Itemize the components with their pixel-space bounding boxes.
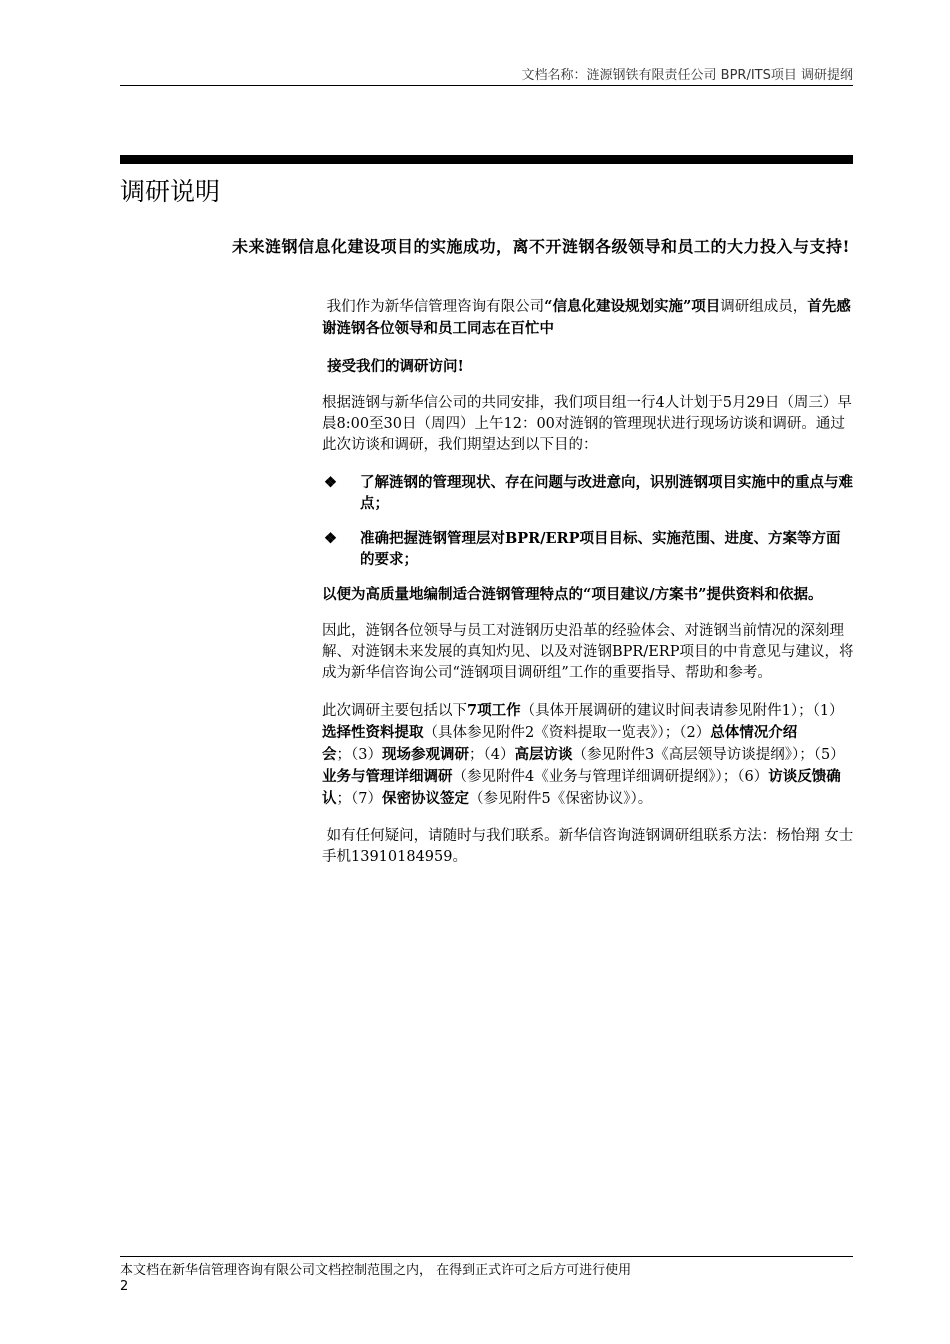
work-item-name: 高层访谈 bbox=[514, 746, 573, 763]
acceptance-text: 接受我们的调研访问! bbox=[327, 358, 464, 375]
document-body bbox=[322, 296, 854, 884]
contact-text: 如有任何疑问，请随时与我们联系。新华信咨询涟钢调研组联系方法：杨怡翔 女士 手机13910184959。 bbox=[322, 828, 854, 865]
work-item-name: 选择性资料提取 bbox=[322, 724, 424, 741]
work-text: ；（7） bbox=[336, 791, 382, 807]
title-bar bbox=[120, 155, 853, 164]
diamond-bullet-icon: ❖ bbox=[324, 474, 337, 491]
footer-notice: 本文档在新华信管理咨询有限公司文档控制范围之内， 在得到正式许可之后方可进行使用 bbox=[120, 1263, 632, 1278]
objective-text: 准确把握涟钢管理层对BPR/ERP项目目标、实施范围、进度、方案等方面的要求； bbox=[360, 530, 841, 568]
acceptance-line bbox=[322, 356, 854, 377]
importance-paragraph: 因此，涟钢各位领导与员工对涟钢历史沿革的经验体会、对涟钢当前情况的深刻理解、对涟钢未来发展的真知灼见、以及对涟钢BPR/ERP项目的中肯意见与建议，将成为新华信咨询公司“涟钢项目调研组”工作的重要指导、帮助和参考。 bbox=[322, 623, 854, 681]
work-text: （具体开展调研的建议时间表请参见附件1）；（1） bbox=[520, 703, 844, 719]
page-number: 2 bbox=[120, 1279, 129, 1294]
intro-text-c: 调研组成员， bbox=[720, 299, 808, 315]
work-item-name: 现场参观调研 bbox=[381, 746, 469, 763]
purpose-paragraph: 以便为高质量地编制适合涟钢管理特点的“项目建议/方案书”提供资料和依据。 bbox=[322, 586, 823, 603]
work-item-name: 业务与管理详细调研 bbox=[322, 768, 453, 785]
document-header: 文档名称：涟源钢铁有限责任公司 BPR/ITS项目 调研提纲 bbox=[521, 68, 853, 83]
project-name: “信息化建设规划实施”项目 bbox=[544, 298, 721, 315]
work-item-name: 访谈反馈确认 bbox=[322, 768, 841, 807]
schedule-paragraph: 根据涟钢与新华信公司的共同安排，我们项目组一行4人计划于5月29日（周三）早晨8:00至30日（周四）上午12：00对涟钢的管理现状进行现场访谈和调研。通过此次访谈和调研，我们期望达到以下目的： bbox=[322, 395, 852, 453]
page-title: 调研说明 bbox=[120, 177, 221, 206]
work-text: 此次调研主要包括以下 bbox=[322, 703, 467, 719]
work-item-name: 保密协议签定 bbox=[381, 790, 469, 807]
work-text: （参见附件4《业务与管理详细调研提纲》）；（6） bbox=[452, 769, 769, 785]
work-item-name: 总体情况介绍会 bbox=[322, 724, 798, 763]
work-text: （参见附件3《高层领导访谈提纲》）；（5） bbox=[572, 747, 845, 763]
header-divider bbox=[120, 85, 853, 86]
work-count: 7项工作 bbox=[467, 702, 521, 719]
diamond-bullet-icon: ❖ bbox=[324, 530, 337, 547]
work-text: （参见附件5《保密协议》）。 bbox=[468, 791, 653, 807]
work-text: ；（4） bbox=[468, 747, 515, 763]
footer-divider bbox=[120, 1256, 853, 1257]
contact-paragraph bbox=[322, 826, 854, 868]
objective-text: 了解涟钢的管理现状、存在问题与改进意向，识别涟钢项目实施中的重点与难点； bbox=[360, 474, 853, 512]
work-text: （具体参见附件2《资料提取一览表》）；（2） bbox=[423, 725, 711, 741]
intro-paragraph bbox=[322, 296, 854, 340]
work-items-paragraph bbox=[322, 700, 854, 810]
objective-item bbox=[322, 472, 854, 514]
thanks-text: 首先感谢涟钢各位领导和员工同志在百忙中 bbox=[322, 298, 851, 337]
objective-item bbox=[322, 528, 854, 570]
lead-statement: 未来涟钢信息化建设项目的实施成功，离不开涟钢各级领导和员工的大力投入与支持! bbox=[232, 237, 851, 256]
work-text: ；（3） bbox=[336, 747, 382, 763]
intro-text-a: 我们作为新华信管理咨询有限公司 bbox=[326, 299, 545, 315]
